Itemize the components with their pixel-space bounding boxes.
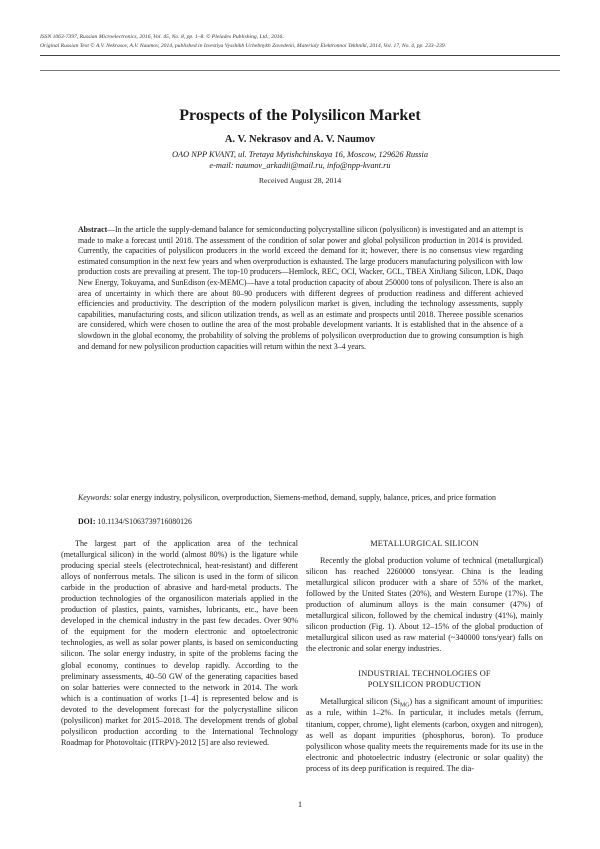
email-line: e-mail: naumov_arkadii@mail.ru, info@npp-kvant.ru [209, 161, 391, 170]
section-heading-metallurgical-silicon: METALLURGICAL SILICON [370, 539, 479, 548]
header-original-text-line: Original Russian Text © A.V. Nekrasov, A.V. Naumov, 2014, published in Izvestiya Vysshikh Uchebnykh Zavedenii, Materialy Elektronnoi Tekhniki, 2014, Vol. 17, No. 4, pp. 233–239. [40, 43, 447, 49]
header-rule-top [40, 55, 560, 56]
header-rule-bottom [40, 70, 560, 71]
keywords [78, 493, 523, 504]
doi-label: DOI: [78, 517, 96, 526]
paragraph-text-part-a: Metallurgical silicon (Si [320, 697, 401, 707]
article-title: Prospects of the Polysilicon Market [179, 107, 421, 124]
abstract-text: —In the article the supply-demand balance for semiconducting polycrystalline silicon (polysilicon) is investigated and an attempt is made to make a forecast until 2018. The assessment of the condition of solar power and global polysilicon production in 2014 is provided. Currently, the capacities of polysilicon producers in the world exceed the demand for it; however, there is no consensus view regarding estimated consumption in the next few years and when overproduction is exhausted. The large producers manufacturing polysilicon with low production costs are prevailing at present. The top-10 producers—Hemlock, REC, OCI, Wacker, GCL, TBEA XinJiang Silicon, LDK, Daqo New Energy, Tokuyama, and SunEdison (ex-MEMC)—have a total production capacity of about 250000 tons of polysilicon. There is also an area of uncertainty in which there are about 80–90 producers with different degrees of production readiness and different achieved efficiencies and productivity. The description of the modern polysilicon market is given, including the technology assessments, supply capabilities, manufacturing costs, and silicon utilization trends, as well as an estimate and prospects until 2018. Thereee possible scenarios are considered, which were chosen to outline the area of the most probable development variants. It is established that in the absence of a slowdown in the global economy, the probability of solving the problems of polysilicon overproduction due to growing consumption is high and demand for new polysilicon production capacities will return within the next 3–4 years. [78, 225, 523, 351]
article-authors: A. V. Nekrasov and A. V. Naumov [224, 134, 376, 145]
keywords-text: solar energy industry, polysilicon, overproduction, Siemens-method, demand, supply, balance, prices, and price formation [111, 493, 496, 502]
abstract-label: Abstract [78, 225, 108, 234]
industrial-technologies-paragraph [306, 696, 543, 773]
journal-header [40, 33, 570, 51]
paragraph-text-part-b: ) has a significant amount of impurities: as a rule, within 1–2%. In particular, it includes metals (ferrum, titanium, copper, chrome), light elements (carbon, oxygen and nitrogen), as well as dopant impurities (phosphorus, boron). To produce polysilicon whose quality meets the requirements made for its use in the electronic and photoelectric industry (electronic or solar quality) the process of its deep purification is required. The dia- [306, 697, 543, 773]
doi [78, 517, 523, 528]
header-issn-line: ISSN 1063-7397, Russian Microelectronics, 2016, Vol. 45, No. 8, pp. 1–8. © Pleiades Publishing, Ltd., 2016. [40, 34, 284, 40]
intro-paragraph: The largest part of the application area of the technical (metallurgical silicon) in the world (almost 80%) is the ligature while producing special steels (electrotechnical, heat-resistant) and different alloys of nonferrous metals. The silicon is used in the form of silicon carbide in the production of abrasive and hard-metal products. The production technologies of the organosilicon materials applied in the production of plastics, paints, varnishes, lubricants, etc., have been developed in the chemical industry in the past few decades. Over 90% of the equipment for the modern electronic and optoelectronic technologies, as well as solar power plants, is based on semiconducting silicon. The solar energy industry, in spite of the problems facing the global economy, continues to develop rapidly. According to the preliminary assessments, 40–50 GW of the generating capacities based on solar batteries were connected to the network in 2014. The work which is a continuation of works [1–4] is represented below and is devoted to the development forecast for the polycrystalline silicon (polysilicon) market for 2015–2018. The development trends of global polysilicon production according to the International Technology Roadmap for Photovoltaic (ITRPV)-2012 [5] are also reviewed. [61, 539, 298, 747]
left-column [61, 538, 298, 748]
page-number: 1 [297, 799, 303, 809]
subscript-mg: MG [400, 703, 410, 710]
abstract [78, 225, 523, 352]
doi-text: 10.1134/S1063739716080126 [95, 517, 192, 526]
section-heading-line-2: POLYSILICON PRODUCTION [367, 680, 482, 690]
affiliation: OAO NPP KVANT, ul. Tretaya Mytishchinskaya 16, Moscow, 129626 Russia [171, 150, 429, 159]
article-affiliation-block [40, 149, 560, 171]
received-date: Received August 28, 2014 [258, 176, 342, 185]
section-heading-line-1: INDUSTRIAL TECHNOLOGIES OF [358, 669, 491, 679]
section-heading-industrial-technologies [306, 668, 543, 690]
metallurgical-silicon-paragraph: Recently the global production volume of technical (metallurgical) silicon has reached 2260000 tons/year. China is the leading metallurgical silicon producer with a share of 55% of the market, followed by the United States (20%), and Western Europe (17%). The production of aluminum alloys is the main consumer (47%) of metallurgical silicon, followed by the chemical industry (41%), mainly silicon production (Fig. 1). About 12–15% of the global production of metallurgical silicon used as raw material (~340000 tons/year) falls on the electronic and solar energy industries. [306, 556, 543, 654]
right-column [306, 538, 543, 774]
keywords-label: Keywords: [78, 493, 112, 502]
